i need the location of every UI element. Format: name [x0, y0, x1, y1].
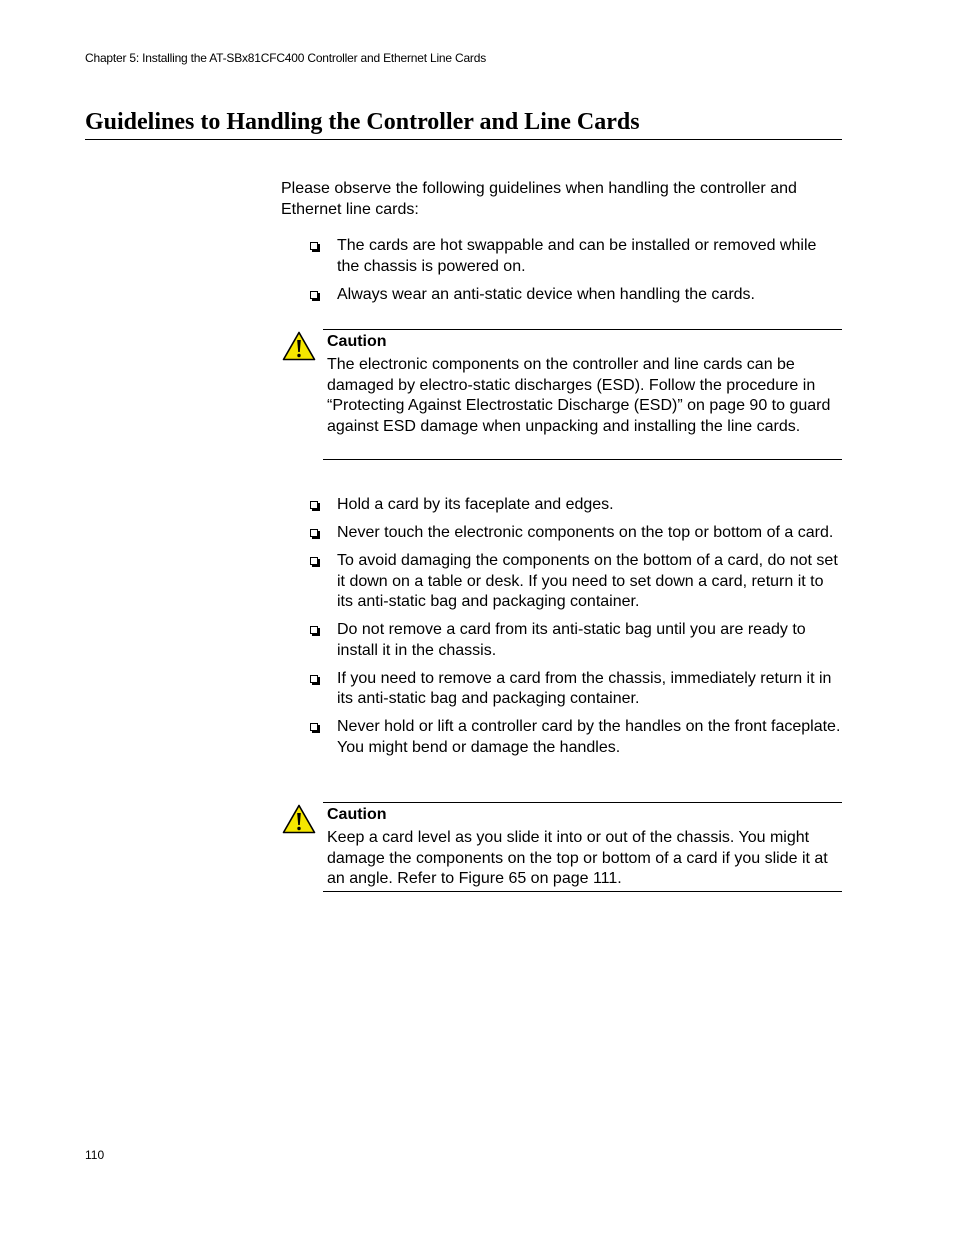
box-bullet-icon — [310, 291, 318, 299]
caution-text: The electronic components on the controller and line cards can be damaged by electro-static discharges (ESD). Follow the procedure in “Protecting Against Electrostatic Discharge (ESD)” on page 90 to guard against ESD damage when unpacking and installing the line cards. — [327, 356, 831, 435]
list-item-text: To avoid damaging the components on the bottom of a card, do not set it down on a table or desk. If you need to set down a card, return it to its anti-static bag and packaging container. — [337, 552, 838, 610]
caution-heading: Caution — [327, 333, 387, 350]
intro-paragraph: Please observe the following guidelines when handling the controller and Ethernet line cards: — [281, 180, 797, 218]
box-bullet-icon — [310, 557, 318, 565]
list-item-text: Do not remove a card from its anti-static bag until you are ready to install it in the chassis. — [337, 621, 806, 659]
list-item — [307, 285, 842, 306]
list-item-text: If you need to remove a card from the chassis, immediately return it in its anti-static bag and packaging container. — [337, 669, 832, 707]
bullet-list-1 — [307, 236, 842, 305]
list-item-text: Hold a card by its faceplate and edges. — [337, 496, 614, 513]
box-bullet-icon — [310, 675, 318, 683]
list-item — [307, 551, 842, 613]
box-bullet-icon — [310, 723, 318, 731]
bullet-list-2 — [307, 495, 842, 758]
list-item-text: Never touch the electronic components on the top or bottom of a card. — [337, 524, 834, 541]
list-item — [307, 495, 842, 516]
caution-body — [323, 802, 842, 892]
list-item — [307, 236, 842, 277]
list-item — [307, 717, 842, 758]
box-bullet-icon — [310, 501, 318, 509]
section-title: Guidelines to Handling the Controller and Line Cards — [85, 107, 842, 140]
list-item — [307, 620, 842, 661]
page-number: 110 — [85, 1148, 105, 1162]
list-item — [307, 669, 842, 710]
warning-triangle-icon — [282, 331, 316, 361]
list-item-text: Never hold or lift a controller card by the handles on the front faceplate. You might bend or damage the handles. — [337, 718, 841, 756]
warning-triangle-icon — [282, 804, 316, 834]
box-bullet-icon — [310, 242, 318, 250]
list-item — [307, 523, 842, 544]
list-item-text: Always wear an anti-static device when handling the cards. — [337, 285, 755, 303]
caution-text: Keep a card level as you slide it into or out of the chassis. You might damage the components on the top or bottom of a card if you slide it at an angle. Refer to Figure 65 on page 111. — [327, 829, 828, 887]
running-header: Chapter 5: Installing the AT-SBx81CFC400 Controller and Ethernet Line Cards — [85, 51, 487, 65]
box-bullet-icon — [310, 529, 318, 537]
box-bullet-icon — [310, 626, 318, 634]
caution-body — [323, 329, 842, 460]
caution-heading: Caution — [327, 806, 387, 823]
list-item-text: The cards are hot swappable and can be installed or removed while the chassis is powered on. — [337, 237, 817, 275]
